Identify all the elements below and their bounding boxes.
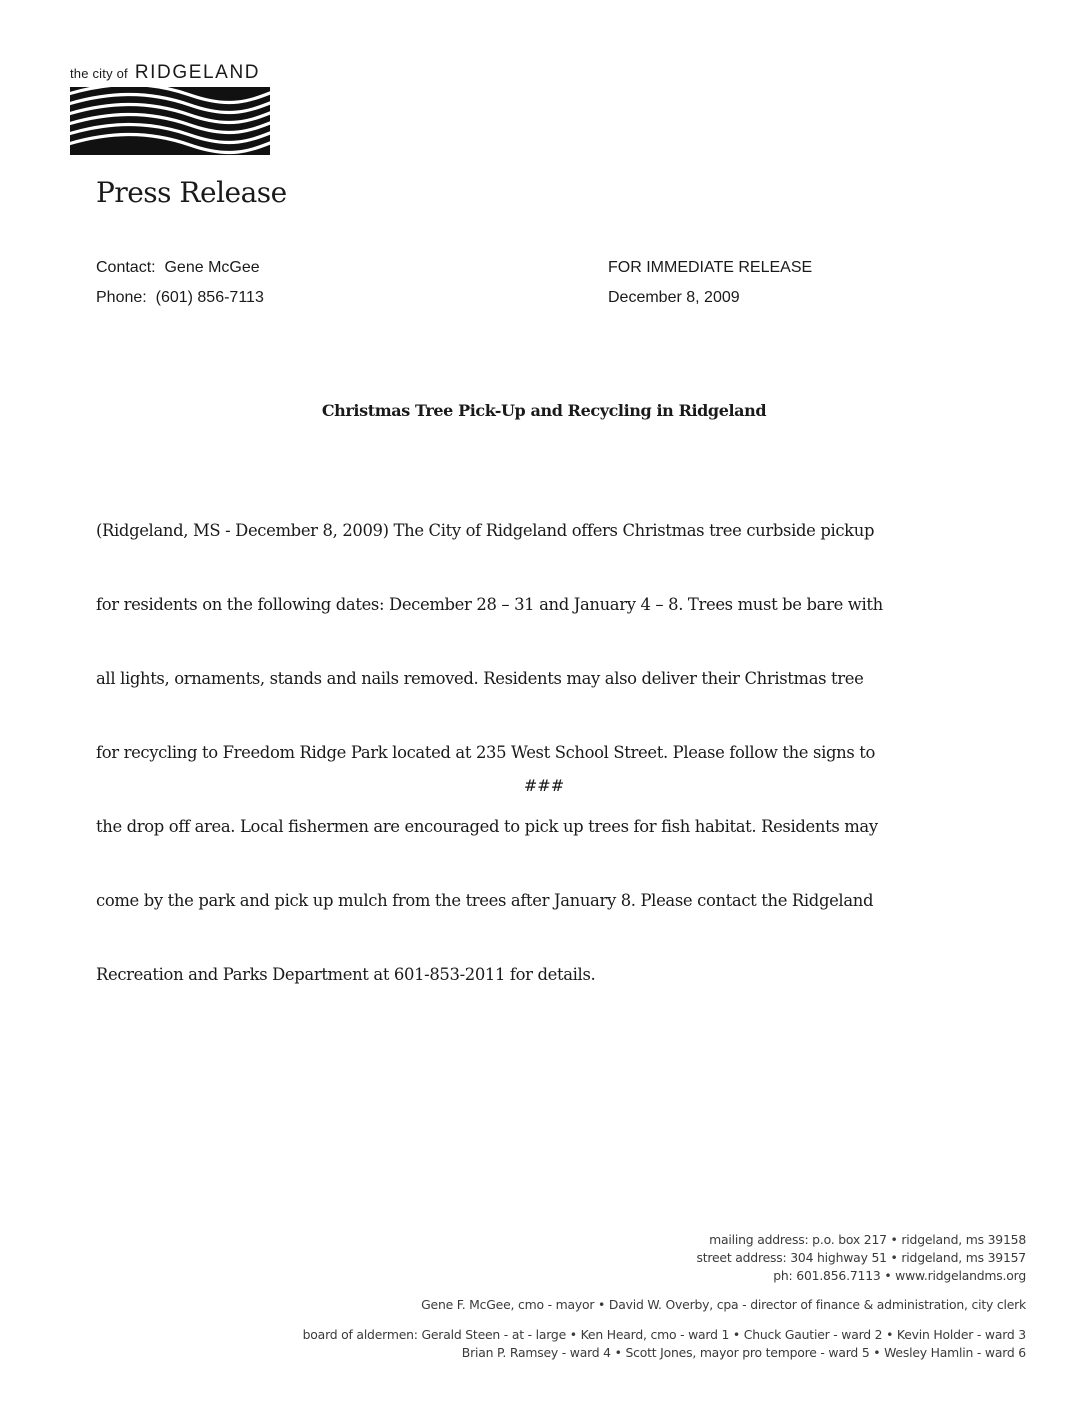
- body-line: for residents on the following dates: December 28 – 31 and January 4 – 8. Trees must be bare with: [96, 595, 883, 614]
- release-status: FOR IMMEDIATE RELEASE: [608, 259, 813, 276]
- contact-name: Gene McGee: [164, 259, 260, 276]
- logo-city-name: RIDGELAND: [134, 62, 261, 83]
- body-line: all lights, ornaments, stands and nails removed. Residents may also deliver their Christmas tree: [96, 669, 864, 688]
- body-line: come by the park and pick up mulch from the trees after January 8. Please contact the Ridgeland: [96, 891, 874, 910]
- body-line: (Ridgeland, MS - December 8, 2009) The City of Ridgeland offers Christmas tree curbside pickup: [96, 521, 875, 540]
- headline: Christmas Tree Pick-Up and Recycling in Ridgeland: [321, 401, 767, 420]
- logo-wordmark: [70, 62, 270, 86]
- phone-line: [96, 288, 264, 308]
- footer-phone-website: ph: 601.856.7113 • www.ridgelandms.org: [773, 1268, 1026, 1283]
- contact-label: Contact:: [96, 259, 156, 276]
- body-text: [96, 475, 1006, 1030]
- footer-aldermen-2: Brian P. Ramsey - ward 4 • Scott Jones, mayor pro tempore - ward 5 • Wesley Hamlin - ward 6: [461, 1345, 1026, 1360]
- city-logo: [70, 62, 270, 162]
- release-date: December 8, 2009: [608, 289, 740, 306]
- phone-number: (601) 856-7113: [155, 289, 264, 306]
- contact-line: [96, 258, 260, 278]
- end-mark: ###: [523, 776, 565, 795]
- phone-label: Phone:: [96, 289, 147, 306]
- footer-street-address: street address: 304 highway 51 • ridgeland, ms 39157: [696, 1250, 1026, 1265]
- logo-prefix: the city of: [70, 66, 128, 81]
- body-line: Recreation and Parks Department at 601-853-2011 for details.: [96, 965, 596, 984]
- footer-mailing-address: mailing address: p.o. box 217 • ridgeland, ms 39158: [709, 1232, 1026, 1247]
- logo-waves-icon: [70, 87, 270, 157]
- footer-officials: Gene F. McGee, cmo - mayor • David W. Overby, cpa - director of finance & administration, city clerk: [421, 1297, 1026, 1312]
- page-title: Press Release: [96, 176, 287, 209]
- body-line: for recycling to Freedom Ridge Park located at 235 West School Street. Please follow the signs to: [96, 743, 875, 762]
- footer-aldermen-1: board of aldermen: Gerald Steen - at - large • Ken Heard, cmo - ward 1 • Chuck Gautier - ward 2 • Kevin Holder - ward 3: [302, 1327, 1026, 1342]
- body-line: the drop off area. Local fishermen are encouraged to pick up trees for fish habitat. Residents may: [96, 817, 878, 836]
